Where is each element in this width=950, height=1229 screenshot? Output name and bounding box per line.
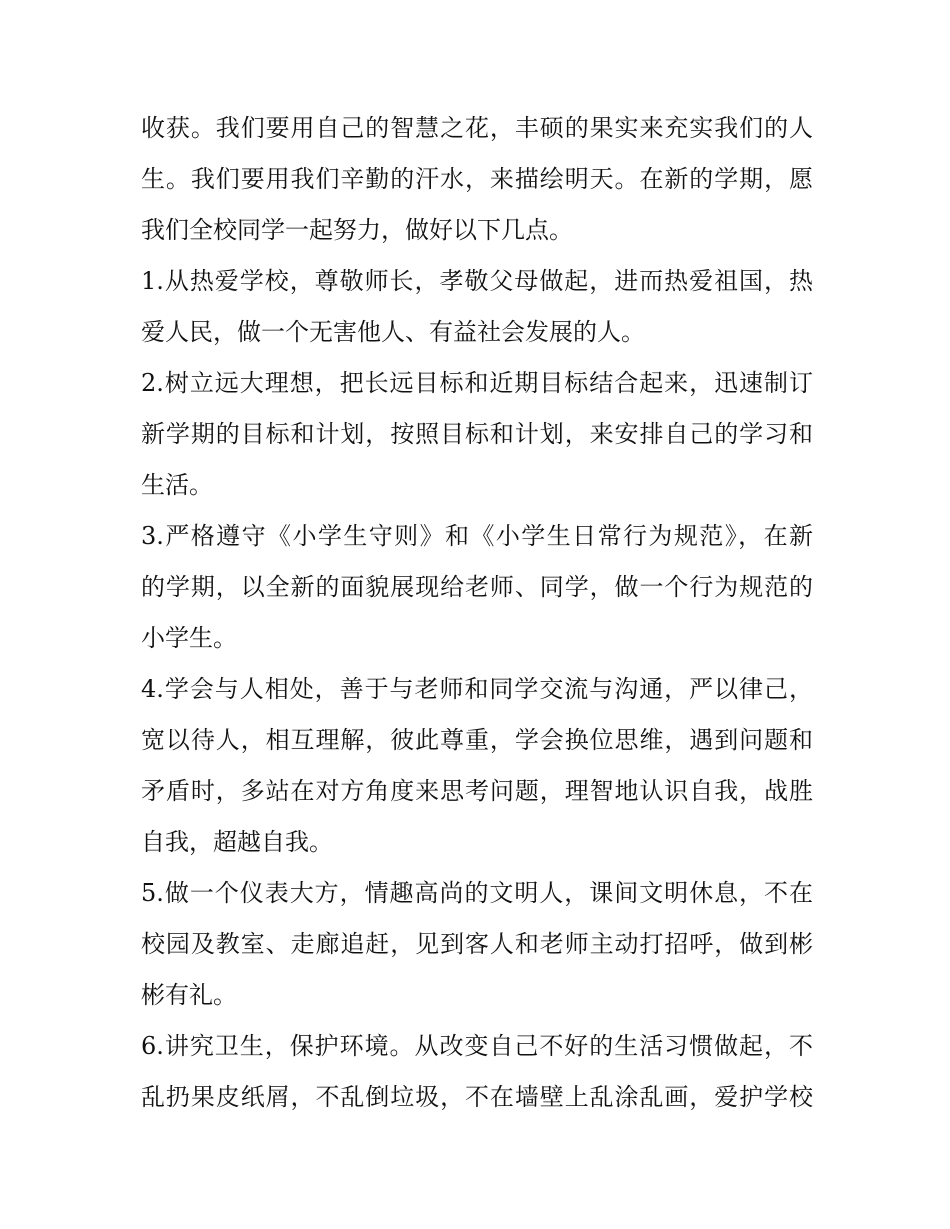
list-item-3-line: 3.严格遵守《小学生守则》和《小学生日常行为规范》，在新	[141, 522, 813, 550]
list-item-4-line: 矛盾时，多站在对方角度来思考问题，理智地认识自我，战胜	[141, 777, 813, 805]
text-line: 收获。我们要用自己的智慧之花，丰硕的果实来充实我们的人	[141, 114, 813, 142]
list-item-6-line: 乱扔果皮纸屑，不乱倒垃圾，不在墙壁上乱涂乱画，爱护学校	[141, 1083, 813, 1111]
list-item-6-line: 6.讲究卫生，保护环境。从改变自己不好的生活习惯做起，不	[141, 1032, 813, 1060]
list-item-5-line: 彬有礼。	[141, 981, 237, 1009]
list-item-2-line: 生活。	[141, 471, 213, 499]
list-item-5-line: 5.做一个仪表大方，情趣高尚的文明人，课间文明休息，不在	[141, 879, 813, 907]
list-item-4-line: 4.学会与人相处，善于与老师和同学交流与沟通，严以律己，	[141, 675, 813, 703]
list-item-2-line: 新学期的目标和计划，按照目标和计划，来安排自己的学习和	[141, 420, 813, 448]
list-item-2-line: 2.树立远大理想，把长远目标和近期目标结合起来，迅速制订	[141, 369, 813, 397]
list-item-3-line: 小学生。	[141, 624, 237, 652]
list-item-1-line: 1.从热爱学校，尊敬师长，孝敬父母做起，进而热爱祖国，热	[141, 267, 813, 295]
body-text	[141, 103, 813, 1123]
list-item-1-line: 爱人民，做一个无害他人、有益社会发展的人。	[141, 318, 645, 346]
list-item-3-line: 的学期，以全新的面貌展现给老师、同学，做一个行为规范的	[141, 573, 813, 601]
text-line: 我们全校同学一起努力，做好以下几点。	[141, 216, 573, 244]
list-item-5-line: 校园及教室、走廊追赶，见到客人和老师主动打招呼，做到彬	[141, 930, 813, 958]
list-item-4-line: 自我，超越自我。	[141, 828, 333, 856]
list-item-4-line: 宽以待人，相互理解，彼此尊重，学会换位思维，遇到问题和	[141, 726, 813, 754]
text-line: 生。我们要用我们辛勤的汗水，来描绘明天。在新的学期，愿	[141, 165, 813, 193]
